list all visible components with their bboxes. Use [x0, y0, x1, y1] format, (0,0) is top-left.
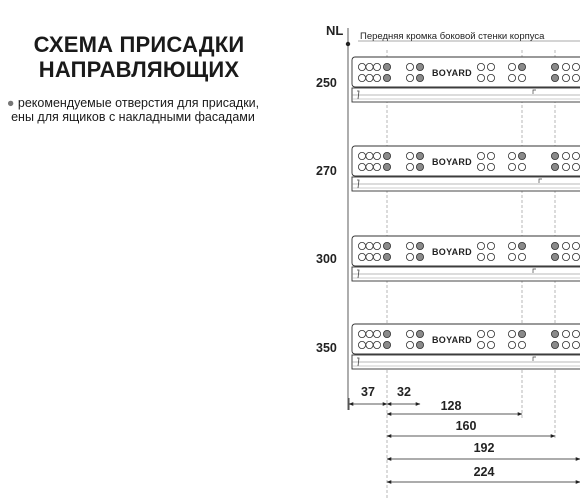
- mounting-hole: [562, 152, 569, 159]
- rail-3: [316, 236, 580, 281]
- mounting-hole: [373, 242, 380, 249]
- mounting-hole: [487, 163, 494, 170]
- legend-hole-marker: ●: [6, 96, 15, 110]
- mounting-hole: [518, 152, 525, 159]
- rail-length-label: 270: [316, 164, 337, 178]
- mounting-hole: [477, 74, 484, 81]
- edge-marker-dot: [346, 42, 350, 46]
- mounting-hole: [358, 163, 365, 170]
- mounting-hole: [358, 242, 365, 249]
- mounting-hole: [383, 242, 390, 249]
- mounting-hole: [487, 341, 494, 348]
- dimension-192: [387, 441, 580, 459]
- mounting-hole: [508, 163, 515, 170]
- mounting-hole: [518, 341, 525, 348]
- mounting-hole: [383, 163, 390, 170]
- rail-4: [316, 324, 580, 369]
- mounting-hole: [562, 74, 569, 81]
- mounting-hole: [477, 63, 484, 70]
- mounting-hole: [406, 74, 413, 81]
- mounting-hole: [562, 330, 569, 337]
- mounting-hole: [366, 74, 373, 81]
- mounting-hole: [572, 74, 579, 81]
- mounting-hole: [551, 152, 558, 159]
- mounting-hole: [373, 330, 380, 337]
- mounting-hole: [572, 152, 579, 159]
- mounting-hole: [477, 163, 484, 170]
- front-edge-label: Передняя кромка боковой стенки корпуса: [360, 31, 545, 42]
- dimension-value: 192: [473, 441, 495, 455]
- dimension-value: 160: [455, 419, 477, 433]
- brand-logo: BOYARD: [432, 335, 472, 345]
- mounting-hole: [366, 242, 373, 249]
- mounting-hole: [572, 63, 579, 70]
- mounting-hole: [358, 74, 365, 81]
- mounting-hole: [366, 253, 373, 260]
- mounting-hole: [508, 330, 515, 337]
- dimension-value: 32: [397, 385, 411, 399]
- mounting-hole: [416, 242, 423, 249]
- mounting-hole: [383, 330, 390, 337]
- mounting-hole: [383, 152, 390, 159]
- mounting-hole: [358, 330, 365, 337]
- mounting-hole: [572, 341, 579, 348]
- mounting-hole: [383, 74, 390, 81]
- mounting-hole: [406, 253, 413, 260]
- mounting-hole: [416, 253, 423, 260]
- mounting-hole: [477, 330, 484, 337]
- mounting-hole: [373, 341, 380, 348]
- mounting-hole: [406, 163, 413, 170]
- dimension-value: 128: [440, 399, 462, 413]
- mounting-hole: [518, 163, 525, 170]
- rail-2: [316, 146, 580, 191]
- mounting-hole: [487, 63, 494, 70]
- mounting-hole: [487, 330, 494, 337]
- mounting-hole: [358, 341, 365, 348]
- mounting-hole: [406, 341, 413, 348]
- mounting-hole: [416, 74, 423, 81]
- mounting-hole: [366, 341, 373, 348]
- rail-length-label: 350: [316, 341, 337, 355]
- mounting-hole: [487, 253, 494, 260]
- mounting-hole: [383, 253, 390, 260]
- dimension-37: [349, 385, 387, 404]
- mounting-hole: [416, 330, 423, 337]
- mounting-hole: [477, 242, 484, 249]
- mounting-hole: [508, 63, 515, 70]
- mounting-hole: [562, 63, 569, 70]
- mounting-hole: [487, 152, 494, 159]
- mounting-hole: [477, 152, 484, 159]
- mounting-hole: [551, 242, 558, 249]
- mounting-hole: [383, 341, 390, 348]
- mounting-hole: [477, 253, 484, 260]
- mounting-hole: [551, 74, 558, 81]
- mounting-hole: [562, 163, 569, 170]
- mounting-hole: [487, 242, 494, 249]
- title-line-1: СХЕМА ПРИСАДКИ: [33, 32, 245, 57]
- note-line-2: ены для ящиков с накладными фасадами: [11, 110, 255, 124]
- dimension-32: [387, 385, 420, 404]
- mounting-hole: [373, 152, 380, 159]
- mounting-hole: [416, 163, 423, 170]
- mounting-hole: [551, 63, 558, 70]
- mounting-hole: [487, 74, 494, 81]
- mounting-hole: [366, 163, 373, 170]
- mounting-hole: [416, 63, 423, 70]
- mounting-hole: [366, 152, 373, 159]
- brand-logo: BOYARD: [432, 68, 472, 78]
- title-line-2: НАПРАВЛЯЮЩИХ: [38, 57, 240, 82]
- mounting-hole: [562, 253, 569, 260]
- mounting-hole: [373, 163, 380, 170]
- mounting-hole: [551, 341, 558, 348]
- mounting-hole: [358, 152, 365, 159]
- mounting-hole: [518, 74, 525, 81]
- mounting-hole: [518, 253, 525, 260]
- mounting-hole: [551, 253, 558, 260]
- mounting-hole: [551, 163, 558, 170]
- brand-logo: BOYARD: [432, 157, 472, 167]
- mounting-hole: [508, 242, 515, 249]
- mounting-hole: [518, 330, 525, 337]
- rail-length-label: 300: [316, 252, 337, 266]
- mounting-hole: [572, 163, 579, 170]
- mounting-hole: [572, 253, 579, 260]
- mounting-hole: [508, 253, 515, 260]
- dimension-value: 224: [473, 465, 495, 479]
- mounting-hole: [406, 152, 413, 159]
- mounting-hole: [416, 152, 423, 159]
- dimension-value: 37: [361, 385, 375, 399]
- mounting-hole: [477, 341, 484, 348]
- note-line-1: рекомендуемые отверстия для присадки,: [17, 96, 260, 110]
- mounting-hole: [366, 63, 373, 70]
- rail-1: [316, 57, 580, 102]
- mounting-hole: [406, 63, 413, 70]
- mounting-hole: [508, 152, 515, 159]
- dimension-224: [387, 465, 580, 482]
- mounting-hole: [562, 242, 569, 249]
- mounting-hole: [508, 341, 515, 348]
- mounting-hole: [518, 242, 525, 249]
- mounting-hole: [562, 341, 569, 348]
- mounting-hole: [373, 253, 380, 260]
- nl-label: NL: [326, 23, 344, 38]
- mounting-hole: [508, 74, 515, 81]
- mounting-hole: [373, 74, 380, 81]
- mounting-hole: [383, 63, 390, 70]
- mounting-hole: [572, 242, 579, 249]
- mounting-hole: [572, 330, 579, 337]
- mounting-hole: [373, 63, 380, 70]
- dimension-128: [387, 399, 522, 414]
- mounting-hole: [551, 330, 558, 337]
- mounting-hole: [366, 330, 373, 337]
- mounting-hole: [406, 330, 413, 337]
- brand-logo: BOYARD: [432, 247, 472, 257]
- mounting-hole: [358, 63, 365, 70]
- rail-length-label: 250: [316, 76, 337, 90]
- mounting-hole: [416, 341, 423, 348]
- mounting-hole: [518, 63, 525, 70]
- mounting-hole: [406, 242, 413, 249]
- mounting-hole: [358, 253, 365, 260]
- dimension-160: [387, 419, 555, 436]
